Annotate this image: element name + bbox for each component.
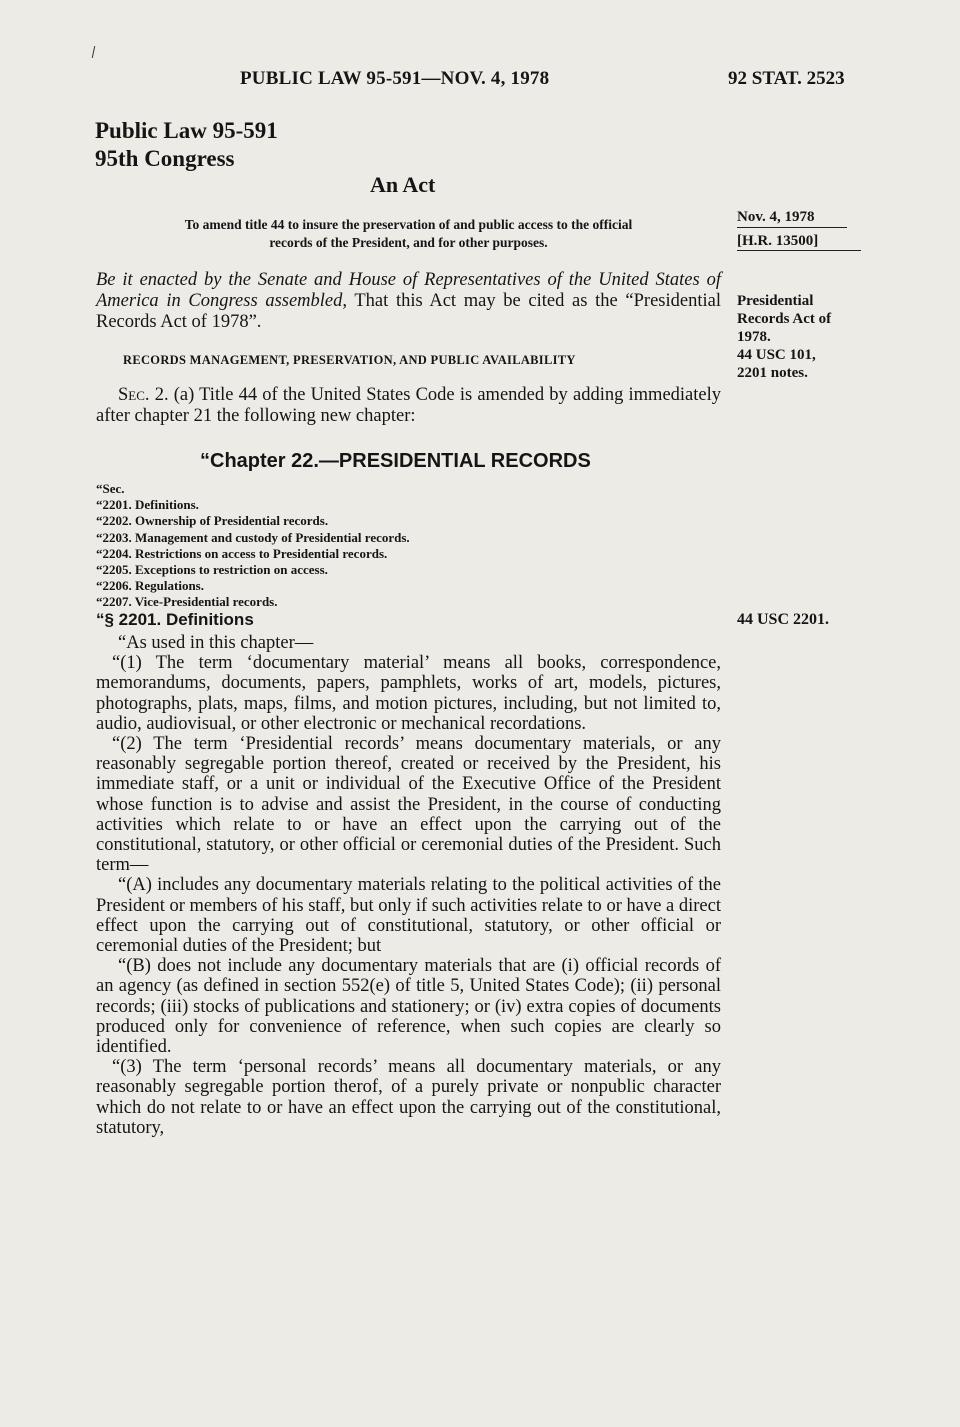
toc-entry: “2204. Restrictions on access to Presidential records.	[96, 545, 388, 561]
definition-subparagraph-b: “(B) does not include any documentary materials that are (i) official records of an agency (as defined in section 552(e) of title 5, United States Code); (ii) personal records; (iii) stocks of publications and stationery; or (iv) extra copies of documents produced only for convenience of reference, when such copies are clearly so identified.	[96, 956, 721, 1058]
section-2-body: (a) Title 44 of the United States Code is amended by adding immediately after chapter 21 the following new chapter:	[96, 385, 721, 426]
running-head: PUBLIC LAW 95-591—NOV. 4, 1978	[240, 68, 550, 89]
bill-number: [H.R. 13500]	[737, 228, 861, 251]
short-title-clause: That this Act may be cited as the “Presidential Records Act of 1978”.	[96, 291, 721, 332]
act-heading: An Act	[370, 172, 436, 197]
law-number: Public Law 95-591	[95, 118, 278, 143]
toc-entry: “Sec.	[96, 481, 125, 496]
definition-paragraph-2: “(2) The term ‘Presidential records’ means documentary materials, or any reasonably segregable portion thereof, created or received by the President, his immediate staff, or a unit or individual of the Executive Office of the President whose function is to advise and assist the President, in the course of conducting activities which relate to or have an effect upon the carrying out of the constitutional, statutory, or other official or ceremonial duties of the President. Such term—	[96, 734, 721, 876]
statute-page-reference: 92 STAT. 2523	[728, 68, 845, 89]
section-2201-body	[96, 633, 721, 1138]
purpose-line-1: To amend title 44 to insure the preservation of and public access to the official	[184, 217, 633, 232]
definition-subparagraph-a: “(A) includes any documentary materials relating to the political activities of the President or members of his staff, but only if such activities relate to or have a direct effect upon the carrying out of constitutional, statutory, or other official or ceremonial duties of the President; but	[96, 875, 721, 957]
congress-number: 95th Congress	[95, 146, 235, 171]
toc-entry: “2202. Ownership of Presidential records.	[96, 513, 329, 529]
definition-paragraph-3: “(3) The term ‘personal records’ means all documentary materials, or any reasonably segregable portion therof, of a purely private or nonpublic character which do not relate to or have an effect upon the carrying out of the constitutional, statutory,	[96, 1057, 721, 1138]
section-2-text	[96, 385, 721, 427]
margin-section-citation: 44 USC 2201.	[737, 611, 830, 628]
toc-entry: “2205. Exceptions to restriction on access.	[96, 562, 328, 578]
enacting-formula: Be it enacted by the Senate and House of Representatives of the United States of America in Congress assembled,	[96, 270, 721, 311]
margin-short-title-note	[737, 292, 862, 382]
toc-entry: “2207. Vice-Presidential records.	[96, 594, 278, 610]
chapter-table-of-contents	[96, 481, 410, 611]
definitions-intro: “As used in this chapter—	[118, 633, 314, 653]
law-identifier	[95, 117, 278, 173]
enactment-date: Nov. 4, 1978	[737, 208, 847, 228]
act-purpose	[96, 216, 721, 252]
toc-entry: “2201. Definitions.	[96, 497, 199, 513]
chapter-heading: “Chapter 22.—PRESIDENTIAL RECORDS	[200, 450, 591, 472]
purpose-line-2: records of the President, and for other purposes.	[269, 235, 548, 250]
margin-date-block	[737, 208, 861, 251]
section-2201-heading: “§ 2201. Definitions	[96, 610, 254, 629]
scan-mark	[92, 46, 95, 58]
section-2-lead: Sec. 2.	[118, 385, 169, 405]
toc-entry: “2203. Management and custody of Presidential records.	[96, 529, 410, 545]
definition-paragraph-1: “(1) The term ‘documentary material’ means all books, correspondence, memorandums, documents, papers, pamphlets, works of art, models, pictures, photographs, plats, maps, films, and motion pictures, including, but not limited to, audio, audiovisual, or other electronic or mechanical recordations.	[96, 653, 721, 734]
margin-note-line: 1978.	[737, 329, 771, 345]
title-heading: RECORDS MANAGEMENT, PRESERVATION, AND PUBLIC AVAILABILITY	[123, 353, 576, 367]
margin-note-line: Presidential	[737, 293, 814, 309]
margin-note-line: 2201 notes.	[737, 365, 808, 381]
toc-entry: “2206. Regulations.	[96, 578, 204, 594]
margin-note-line: 44 USC 101,	[737, 347, 816, 363]
enacting-clause	[96, 270, 721, 333]
margin-note-line: Records Act of	[737, 311, 832, 327]
